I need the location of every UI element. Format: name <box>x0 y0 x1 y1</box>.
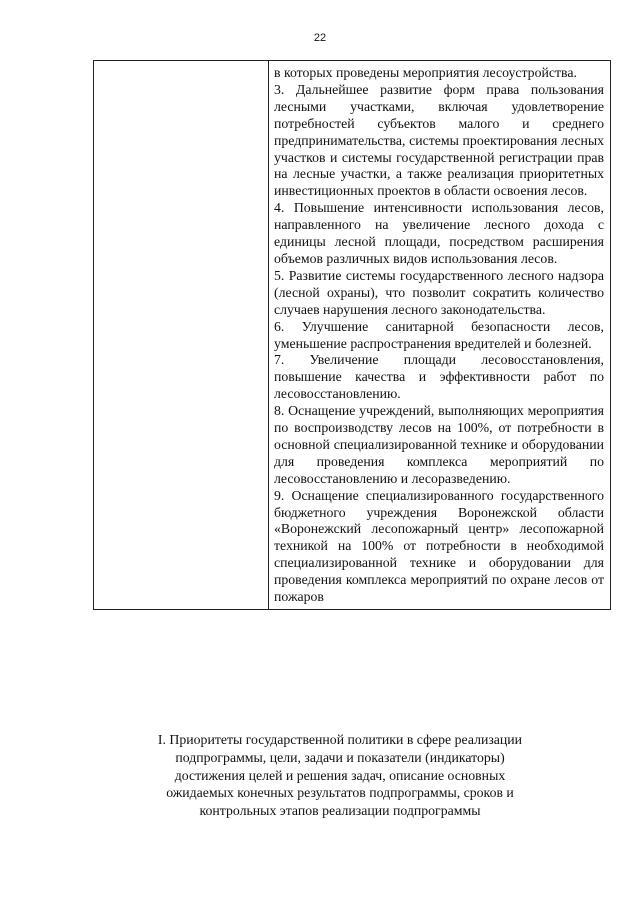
table-cell-right <box>269 61 611 610</box>
section-heading-line: подпрограммы, цели, задачи и показатели (индикаторы) <box>175 749 505 765</box>
section-heading-line: ожидаемых конечных результатов подпрограммы, сроков и <box>166 785 514 801</box>
table-paragraph: 8. Оснащение учреждений, выполняющих мероприятия по воспроизводству лесов на 100%, от потребности в основной специализированной технике и оборудовании для проведения комплекса мероприятий по лесовосстановлению и лесоразведению. <box>274 403 604 486</box>
section-heading <box>100 731 580 820</box>
table-paragraph: 5. Развитие системы государственного лесного надзора (лесной охраны), что позволит сократить количество случаев нарушения лесного законодательства. <box>274 267 604 317</box>
table-cell-left <box>94 61 269 610</box>
page-number: 22 <box>313 32 327 44</box>
table-paragraph: 3. Дальнейшее развитие форм права пользования лесными участками, включая удовлетворение потребностей субъектов малого и среднего предпринимательства, системы проектирования лесных участков и системы государственной регистрации прав на лесные участки, а также реализация приоритетных инвестиционных проектов в области освоения лесов. <box>274 81 604 199</box>
content-table <box>93 60 611 610</box>
table-paragraph: 6. Улучшение санитарной безопасности лесов, уменьшение распространения вредителей и болезней. <box>274 318 604 351</box>
section-heading-line: контрольных этапов реализации подпрограммы <box>199 803 481 819</box>
table-paragraph: 7. Увеличение площади лесовосстановления, повышение качества и эффективности работ по лесовосстановлению. <box>274 352 604 402</box>
section-heading-line: достижения целей и решения задач, описание основных <box>174 767 506 783</box>
table-paragraph: 4. Повышение интенсивности использования лесов, направленного на увеличение лесного дохода с единицы лесной площади, посредством расширения объемов различных видов использования лесов. <box>274 200 604 266</box>
table-paragraph: 9. Оснащение специализированного государственного бюджетного учреждения Воронежской области «Воронежский лесопожарный центр» лесопожарной техникой на 100% от потребности в необходимой специализированной технике и оборудовании для проведения комплекса мероприятий по охране лесов от пожаров <box>274 487 604 605</box>
table-paragraph: в которых проведены мероприятия лесоустройства. <box>274 65 577 80</box>
table-row <box>94 61 611 610</box>
section-heading-line: I. Приоритеты государственной политики в сфере реализации <box>157 732 523 747</box>
